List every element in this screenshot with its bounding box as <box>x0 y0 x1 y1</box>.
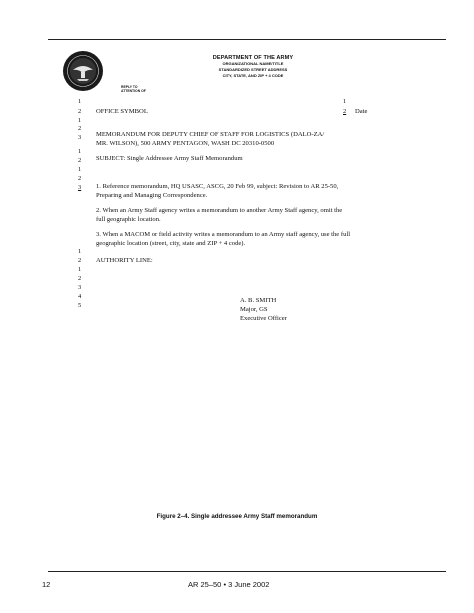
office-symbol: OFFICE SYMBOL <box>96 108 148 115</box>
margin-number: 3 <box>78 184 82 191</box>
margin-number: 1 <box>78 266 82 273</box>
authority-line: AUTHORITY LINE: <box>96 257 153 264</box>
letterhead-line: CITY, STATE, AND ZIP + 4 CODE <box>222 73 284 78</box>
memo-for-line: MEMORANDUM FOR DEPUTY CHIEF OF STAFF FOR LOGISTICS (DALO-ZA/ <box>96 131 325 138</box>
publication-id: AR 25–50 • 3 June 2002 <box>188 580 270 589</box>
signature-block <box>240 296 287 323</box>
signer-rank: Major, GS <box>240 306 268 313</box>
margin-number: 1 <box>78 248 82 255</box>
subject-line: SUBJECT: Single Addressee Army Staff Memorandum <box>96 155 243 162</box>
memo-date: Date <box>355 108 368 115</box>
paragraph-line: 2. When an Army Staff agency writes a memorandum to another Army Staff agency, omit the <box>96 207 343 214</box>
margin-number: 2 <box>78 275 82 282</box>
department-name: DEPARTMENT OF THE ARMY <box>212 55 294 61</box>
margin-number: 1 <box>343 98 347 105</box>
reply-to-block <box>121 85 146 93</box>
signer-title: Executive Officer <box>240 315 287 322</box>
margin-number: 1 <box>78 148 82 155</box>
attention-of-label: ATTENTION OF <box>121 89 146 93</box>
margin-number: 2 <box>78 108 82 115</box>
signer-name: A. B. SMITH <box>240 297 277 304</box>
footer-rule <box>48 571 446 572</box>
paragraph-line: 1. Reference memorandum, HQ USASC, ASCG, 20 Feb 99, subject: Revision to AR 25-50, <box>96 183 339 190</box>
letterhead <box>158 55 348 79</box>
memo-for-line: MR. WILSON), 500 ARMY PENTAGON, WASH DC 20310-0500 <box>96 140 275 147</box>
page-number: 12 <box>42 580 51 589</box>
top-rule <box>48 39 446 40</box>
margin-number: 2 <box>343 108 347 115</box>
margin-number: 2 <box>78 257 82 264</box>
margin-number: 5 <box>78 302 82 309</box>
margin-number: 2 <box>78 157 82 164</box>
margin-number: 2 <box>78 175 82 182</box>
letterhead-line: ORGANIZATIONAL NAME/TITLE <box>222 61 284 66</box>
army-seal-icon <box>62 50 104 92</box>
paragraph-line: full geographic location. <box>96 216 161 223</box>
reply-to-label: REPLY TO <box>121 85 138 89</box>
paragraph-line: geographic location (street, city, state and ZIP + 4 code). <box>96 240 246 247</box>
margin-number: 2 <box>78 125 82 132</box>
margin-number: 3 <box>78 284 82 291</box>
margin-number: 1 <box>78 166 82 173</box>
margin-number: 1 <box>78 117 82 124</box>
margin-number: 4 <box>78 293 82 300</box>
letterhead-line: STANDARDIZED STREET ADDRESS <box>218 67 288 72</box>
figure-caption: Figure 2–4. Single addressee Army Staff memorandum <box>156 513 318 520</box>
paragraph-line: Preparing and Managing Correspondence. <box>96 192 208 199</box>
paragraph-line: 3. When a MACOM or field activity writes a memorandum to an Army staff agency, use the full <box>96 231 351 238</box>
margin-number: 3 <box>78 134 82 141</box>
margin-number: 1 <box>78 98 82 105</box>
